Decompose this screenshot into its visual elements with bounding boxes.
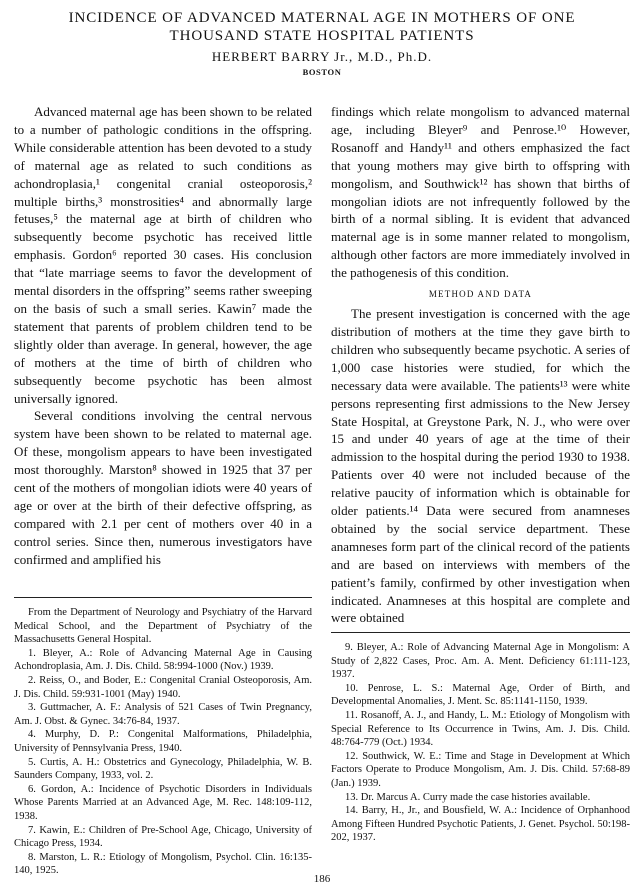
- footnote: 2. Reiss, O., and Boder, E.: Congenital Cranial Osteoporosis, Am. J. Dis. Child. 59:931-1001 (May) 1940.: [14, 674, 312, 700]
- footnotes-right: [331, 622, 630, 845]
- footnote: 7. Kawin, E.: Children of Pre-School Age, Chicago, University of Chicago Press, 1934.: [14, 824, 312, 850]
- body-paragraph: Advanced maternal age has been shown to be related to a number of pathologic conditions in the offspring. While considerable attention has been devoted to a study of maternal age as related to such conditions as achondroplasia,¹ congenital cranial osteoporosis,² multiple births,³ monstrosities⁴ and abnormally large fetuses,⁵ the maternal age at birth of children who subsequently become psychotic has received little emphasis. Gordon⁶ reported 30 cases. His conclusion that “late marriage seems to favor the development of mental disorders in the offspring” seems rather sweeping on the basis of such a small series. Kawin⁷ made the statement that parents of problem children tend to be slightly older than average. In general, however, the age of mothers at the time of birth of children who subsequently become psychotic has been almost universally ignored.: [14, 104, 312, 406]
- footnote: 4. Murphy, D. P.: Congenital Malformations, Philadelphia, University of Pennsylvania Press, 1940.: [14, 729, 312, 754]
- footnote: 1. Bleyer, A.: Role of Advancing Maternal Age in Causing Achondroplasia, Am. J. Dis. Child. 58:994-1000 (Nov.) 1939.: [14, 647, 312, 673]
- right-column: [331, 103, 630, 627]
- body-paragraph: findings which relate mongolism to advanced maternal age, including Bleyer⁹ and Penrose.¹⁰ However, Rosanoff and Handy¹¹ and others emphasized the fact that young mothers may give birth to offspring with mongolism, and Southwick¹² has shown that births of mongolian idiots are not infrequently followed by the birth of a normal sibling. It is evident that advanced maternal age is in some manner related to mongolism, although other factors are more immediately involved in the pathogenesis of this condition.: [331, 104, 630, 281]
- title-line-2: THOUSAND STATE HOSPITAL PATIENTS: [169, 28, 475, 44]
- footnote: 10. Penrose, L. S.: Maternal Age, Order of Birth, and Developmental Anomalies, J. Ment. Sc. 85:1141-1150, 1939.: [331, 682, 630, 708]
- footnote: 14. Barry, H., Jr., and Bousfield, W. A.: Incidence of Orphanhood Among Fifteen Hundred Psychotic Patients, J. Genet. Psychol. 50:198-202, 1937.: [331, 805, 630, 844]
- footnote-divider: [14, 597, 312, 598]
- footnote: 13. Dr. Marcus A. Curry made the case histories available.: [345, 791, 591, 803]
- article-title: [14, 9, 630, 45]
- page-number: 186: [313, 873, 331, 885]
- footnote: 6. Gordon, A.: Incidence of Psychotic Disorders in Individuals Whose Parents Married at an Advanced Age, M. Rec. 148:109-112, 1938.: [14, 783, 312, 822]
- footnote: 9. Bleyer, A.: Role of Advancing Maternal Age in Mongolism: A Study of 2,822 Cases, Proc. Am. A. Ment. Deficiency 61:111-123, 1937.: [331, 642, 630, 681]
- footnote: From the Department of Neurology and Psychiatry of the Harvard Medical School, and the Department of Psychiatry of the Massachusetts General Hospital.: [14, 607, 312, 646]
- body-paragraph: Several conditions involving the central nervous system have been shown to be related to maternal age. Of these, mongolism appears to have been investigated most thoroughly. Marston⁸ showed in 1925 that 37 per cent of the mothers of mongolian idiots were 40 years of age or over at the birth of their defective offspring, as compared with 2.1 per cent of mothers over 40 in a control series. Since then, numerous investigators have confirmed and amplified his: [14, 408, 312, 567]
- footnote: 12. Southwick, W. E.: Time and Stage in Development at Which Factors Operate to Produce Mongolism, Am. J. Dis. Child. 57:68-89 (Jan.) 1939.: [331, 750, 630, 789]
- footnote: 8. Marston, L. R.: Etiology of Mongolism, Psychol. Clin. 16:135-140, 1925.: [14, 851, 312, 877]
- author-byline: HERBERT BARRY Jr., M.D., Ph.D.: [211, 49, 433, 64]
- footnote: 3. Guttmacher, A. F.: Analysis of 521 Cases of Twin Pregnancy, Am. J. Obst. & Gynec. 34:76-84, 1937.: [14, 702, 312, 727]
- author-location: BOSTON: [302, 67, 342, 77]
- body-paragraph: The present investigation is concerned with the age distribution of mothers at the time they gave birth to children who subsequently became psychotic. A series of 1,000 case histories were studied, for which the necessary data were available. The patients¹³ were white persons representing first admissions to the New Jersey State Hospital, at Greystone Park, N. J., who were over 15 and under 40 years of age at the time of their admission to the hospital during the period 1930 to 1938. Patients over 40 were not included because of the relative paucity of information which is obtainable for older patients.¹⁴ Data were secured from anamneses obtained by the social service department. These anamneses form part of the clinical record of the patients and are based on interviews with members of the patient’s family, confirmed by other investigation when indicated. Anamneses at this hospital are complete and were obtained: [331, 306, 630, 626]
- left-column: [14, 103, 312, 569]
- title-line-1: INCIDENCE OF ADVANCED MATERNAL AGE IN MOTHERS OF ONE: [68, 10, 576, 26]
- footnote: 5. Curtis, A. H.: Obstetrics and Gynecology, Philadelphia, W. B. Saunders Company, 1933, vol. 2.: [14, 756, 312, 782]
- footnote: 11. Rosanoff, A. J., and Handy, L. M.: Etiology of Mongolism with Special Reference to Its Occurrence in Twins, Am. J. Dis. Child. 48:764-779 (Oct.) 1934.: [331, 709, 630, 749]
- section-heading: METHOD AND DATA: [428, 289, 533, 300]
- footnote-divider: [331, 632, 630, 633]
- footnotes-left: [14, 587, 312, 878]
